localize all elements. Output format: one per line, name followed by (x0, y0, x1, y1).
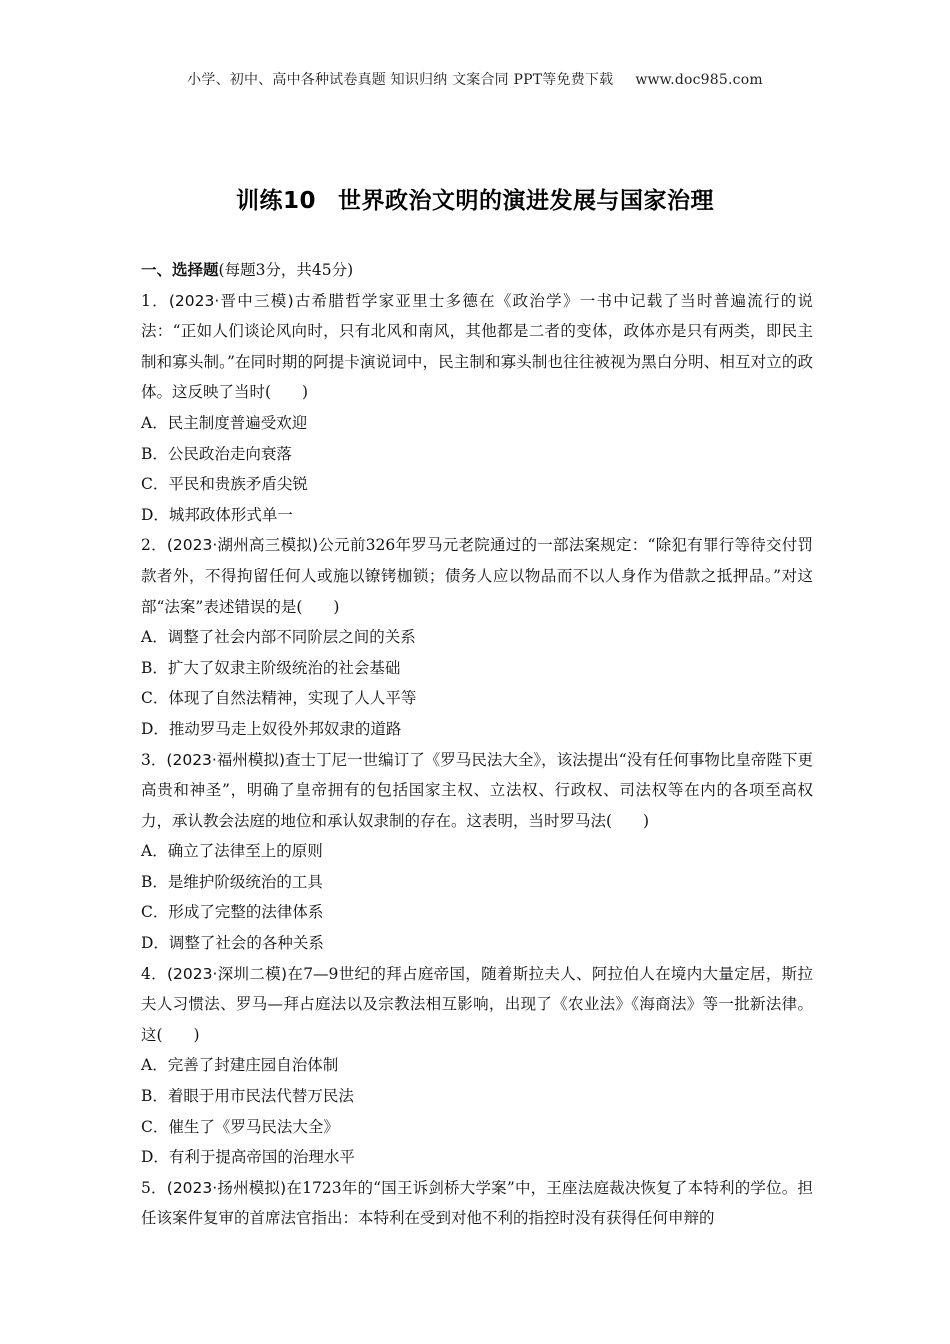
option-a: A．调整了社会内部不同阶层之间的关系 (141, 628, 416, 647)
option-b: B．着眼于用市民法代替万民法 (141, 1087, 354, 1106)
page-title (0, 182, 950, 215)
option-d: D．城邦政体形式单一 (141, 505, 293, 524)
option-d: D．有利于提高帝国的治理水平 (141, 1148, 355, 1167)
option-a: A．完善了封建庄园自治体制 (141, 1056, 339, 1075)
title-part1: 训练10 (235, 188, 316, 214)
question-number: 4． (141, 964, 167, 983)
question-source: (2023·福州模拟) (166, 750, 286, 769)
section-label: 一、选择题 (141, 261, 219, 279)
question-source: (2023·扬州模拟) (166, 1178, 287, 1197)
question-text: 公元前326年罗马元老院通过的一部法案规定：“除犯有罪行等待交付罚款者外，不得拘留任何人或施以镣铐枷锁；债务人应以物品而不以人身作为借款之抵押品。”对这部“法案”表述错误的是( ) (141, 536, 813, 616)
option-d: D．调整了社会的各种关系 (141, 934, 324, 953)
question-number: 2． (141, 536, 167, 555)
question-text: 古希腊哲学家亚里士多德在《政治学》一书中记载了当时普遍流行的说法：“正如人们谈论风向时，只有北风和南风，其他都是二者的变体，政体亦是只有两类，即民主制和寡头制。”在同时期的阿提卡演说词中，民主制和寡头制也往往被视为黑白分明、相互对立的政体。这反映了当时( ) (141, 291, 813, 402)
question-text: 在1723年的“国王诉剑桥大学案”中，王座法庭裁决恢复了本特利的学位。担任该案件复审的首席法官指出：本特利在受到对他不利的指控时没有获得任何申辩的 (141, 1178, 813, 1228)
option-a: A．民主制度普遍受欢迎 (141, 413, 308, 432)
question-number: 3． (141, 750, 167, 769)
header-text: 小学、初中、高中各种试卷真题 知识归纳 文案合同 PPT等免费下载 (187, 72, 614, 88)
option-b: B．公民政治走向衰落 (141, 444, 292, 463)
question-number: 1． (141, 291, 169, 310)
question-5 (141, 1173, 813, 1234)
section-heading (141, 255, 813, 286)
question-4 (141, 959, 813, 1173)
question-text: 在7—9世纪的拜占庭帝国，随着斯拉夫人、阿拉伯人在境内大量定居，斯拉夫人习惯法、罗马—拜占庭法以及宗教法相互影响，出现了《农业法》《海商法》等一批新法律。这( ) (141, 964, 813, 1044)
question-stem (141, 286, 813, 408)
header-site: www.doc985.com (635, 72, 763, 88)
question-stem (141, 959, 813, 1051)
question-2 (141, 530, 813, 744)
question-stem (141, 1173, 813, 1234)
option-b: B．是维护阶级统治的工具 (141, 872, 323, 891)
question-source: (2023·深圳二模) (167, 964, 288, 983)
option-c: C．催生了《罗马民法大全》 (141, 1117, 339, 1136)
question-1 (141, 286, 813, 531)
question-stem (141, 530, 813, 622)
section-note: (每题3分，共45分) (218, 261, 354, 279)
page-header (0, 69, 950, 89)
option-d: D．推动罗马走上奴役外邦奴隶的道路 (141, 719, 402, 738)
question-source: (2023·湖州高三模拟) (166, 536, 319, 555)
question-text: 查士丁尼一世编订了《罗马民法大全》，该法提出“没有任何事物比皇帝陛下更高贵和神圣”，明确了皇帝拥有的包括国家主权、立法权、行政权、司法权等在内的各项至高权力，承认教会法庭的地位和承认奴隶制的存在。这表明，当时罗马法( ) (141, 750, 813, 830)
option-c: C．体现了自然法精神，实现了人人平等 (141, 689, 417, 708)
option-a: A．确立了法律至上的原则 (141, 842, 323, 861)
question-stem (141, 745, 813, 837)
option-c: C．形成了完整的法律体系 (141, 903, 324, 922)
question-number: 5． (141, 1178, 167, 1197)
question-source: (2023·晋中三模) (168, 291, 294, 310)
option-b: B．扩大了奴隶主阶级统治的社会基础 (141, 658, 401, 677)
title-part2: 世界政治文明的演进发展与国家治理 (338, 188, 714, 214)
question-3 (141, 745, 813, 959)
question-content (141, 255, 813, 1234)
option-c: C．平民和贵族矛盾尖锐 (141, 475, 308, 494)
